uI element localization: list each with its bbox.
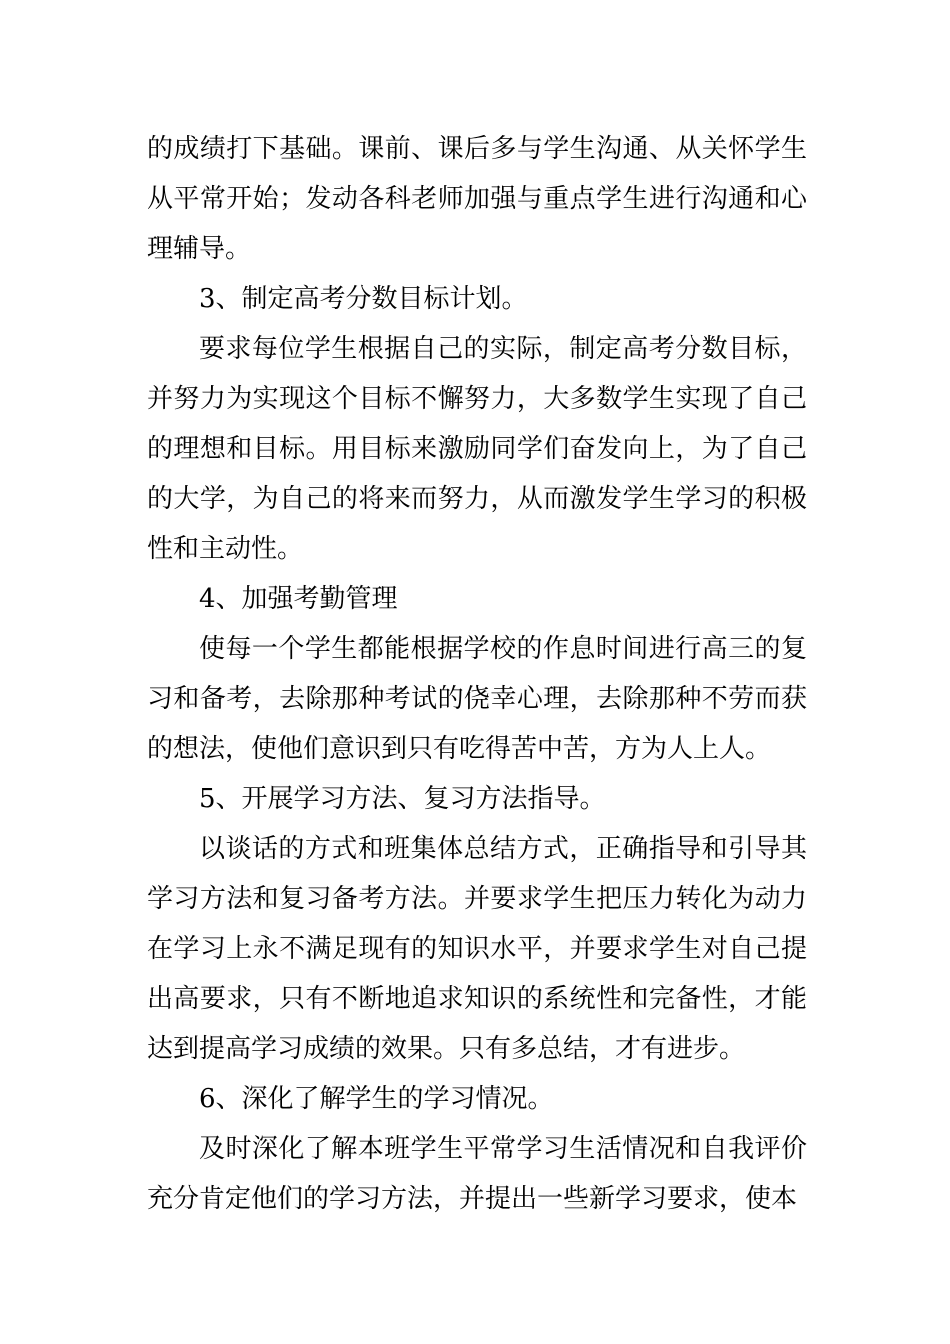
- heading-item-3: 3、制定高考分数目标计划。: [199, 284, 528, 314]
- paragraph-continuation: 的成绩打下基础。课前、课后多与学生沟通、从关怀学生从平常开始；发动各科老师加强与重点学生进行沟通和心理辅导。: [147, 134, 807, 264]
- paragraph-item-3: 要求每位学生根据自己的实际，制定高考分数目标，并努力为实现这个目标不懈努力，大多数学生实现了自己的理想和目标。用目标来激励同学们奋发向上，为了自己的大学，为自己的将来而努力，从而激发学生学习的积极性和主动性。: [147, 334, 807, 564]
- paragraph-item-5: 以谈话的方式和班集体总结方式，正确指导和引导其学习方法和复习备考方法。并要求学生把压力转化为动力在学习上永不满足现有的知识水平，并要求学生对自己提出高要求，只有不断地追求知识的系统性和完备性，才能达到提高学习成绩的效果。只有多总结，才有进步。: [147, 834, 807, 1064]
- paragraph-item-6: 及时深化了解本班学生平常学习生活情况和自我评价充分肯定他们的学习方法，并提出一些新学习要求，使本: [147, 1134, 807, 1214]
- body-text: [147, 124, 807, 1224]
- heading-item-5: 5、开展学习方法、复习方法指导。: [199, 784, 606, 814]
- paragraph-item-4: 使每一个学生都能根据学校的作息时间进行高三的复习和备考，去除那种考试的侥幸心理，去除那种不劳而获的想法，使他们意识到只有吃得苦中苦，方为人上人。: [147, 634, 807, 764]
- heading-item-4: 4、加强考勤管理: [199, 584, 398, 614]
- heading-item-6: 6、深化了解学生的学习情况。: [199, 1084, 554, 1114]
